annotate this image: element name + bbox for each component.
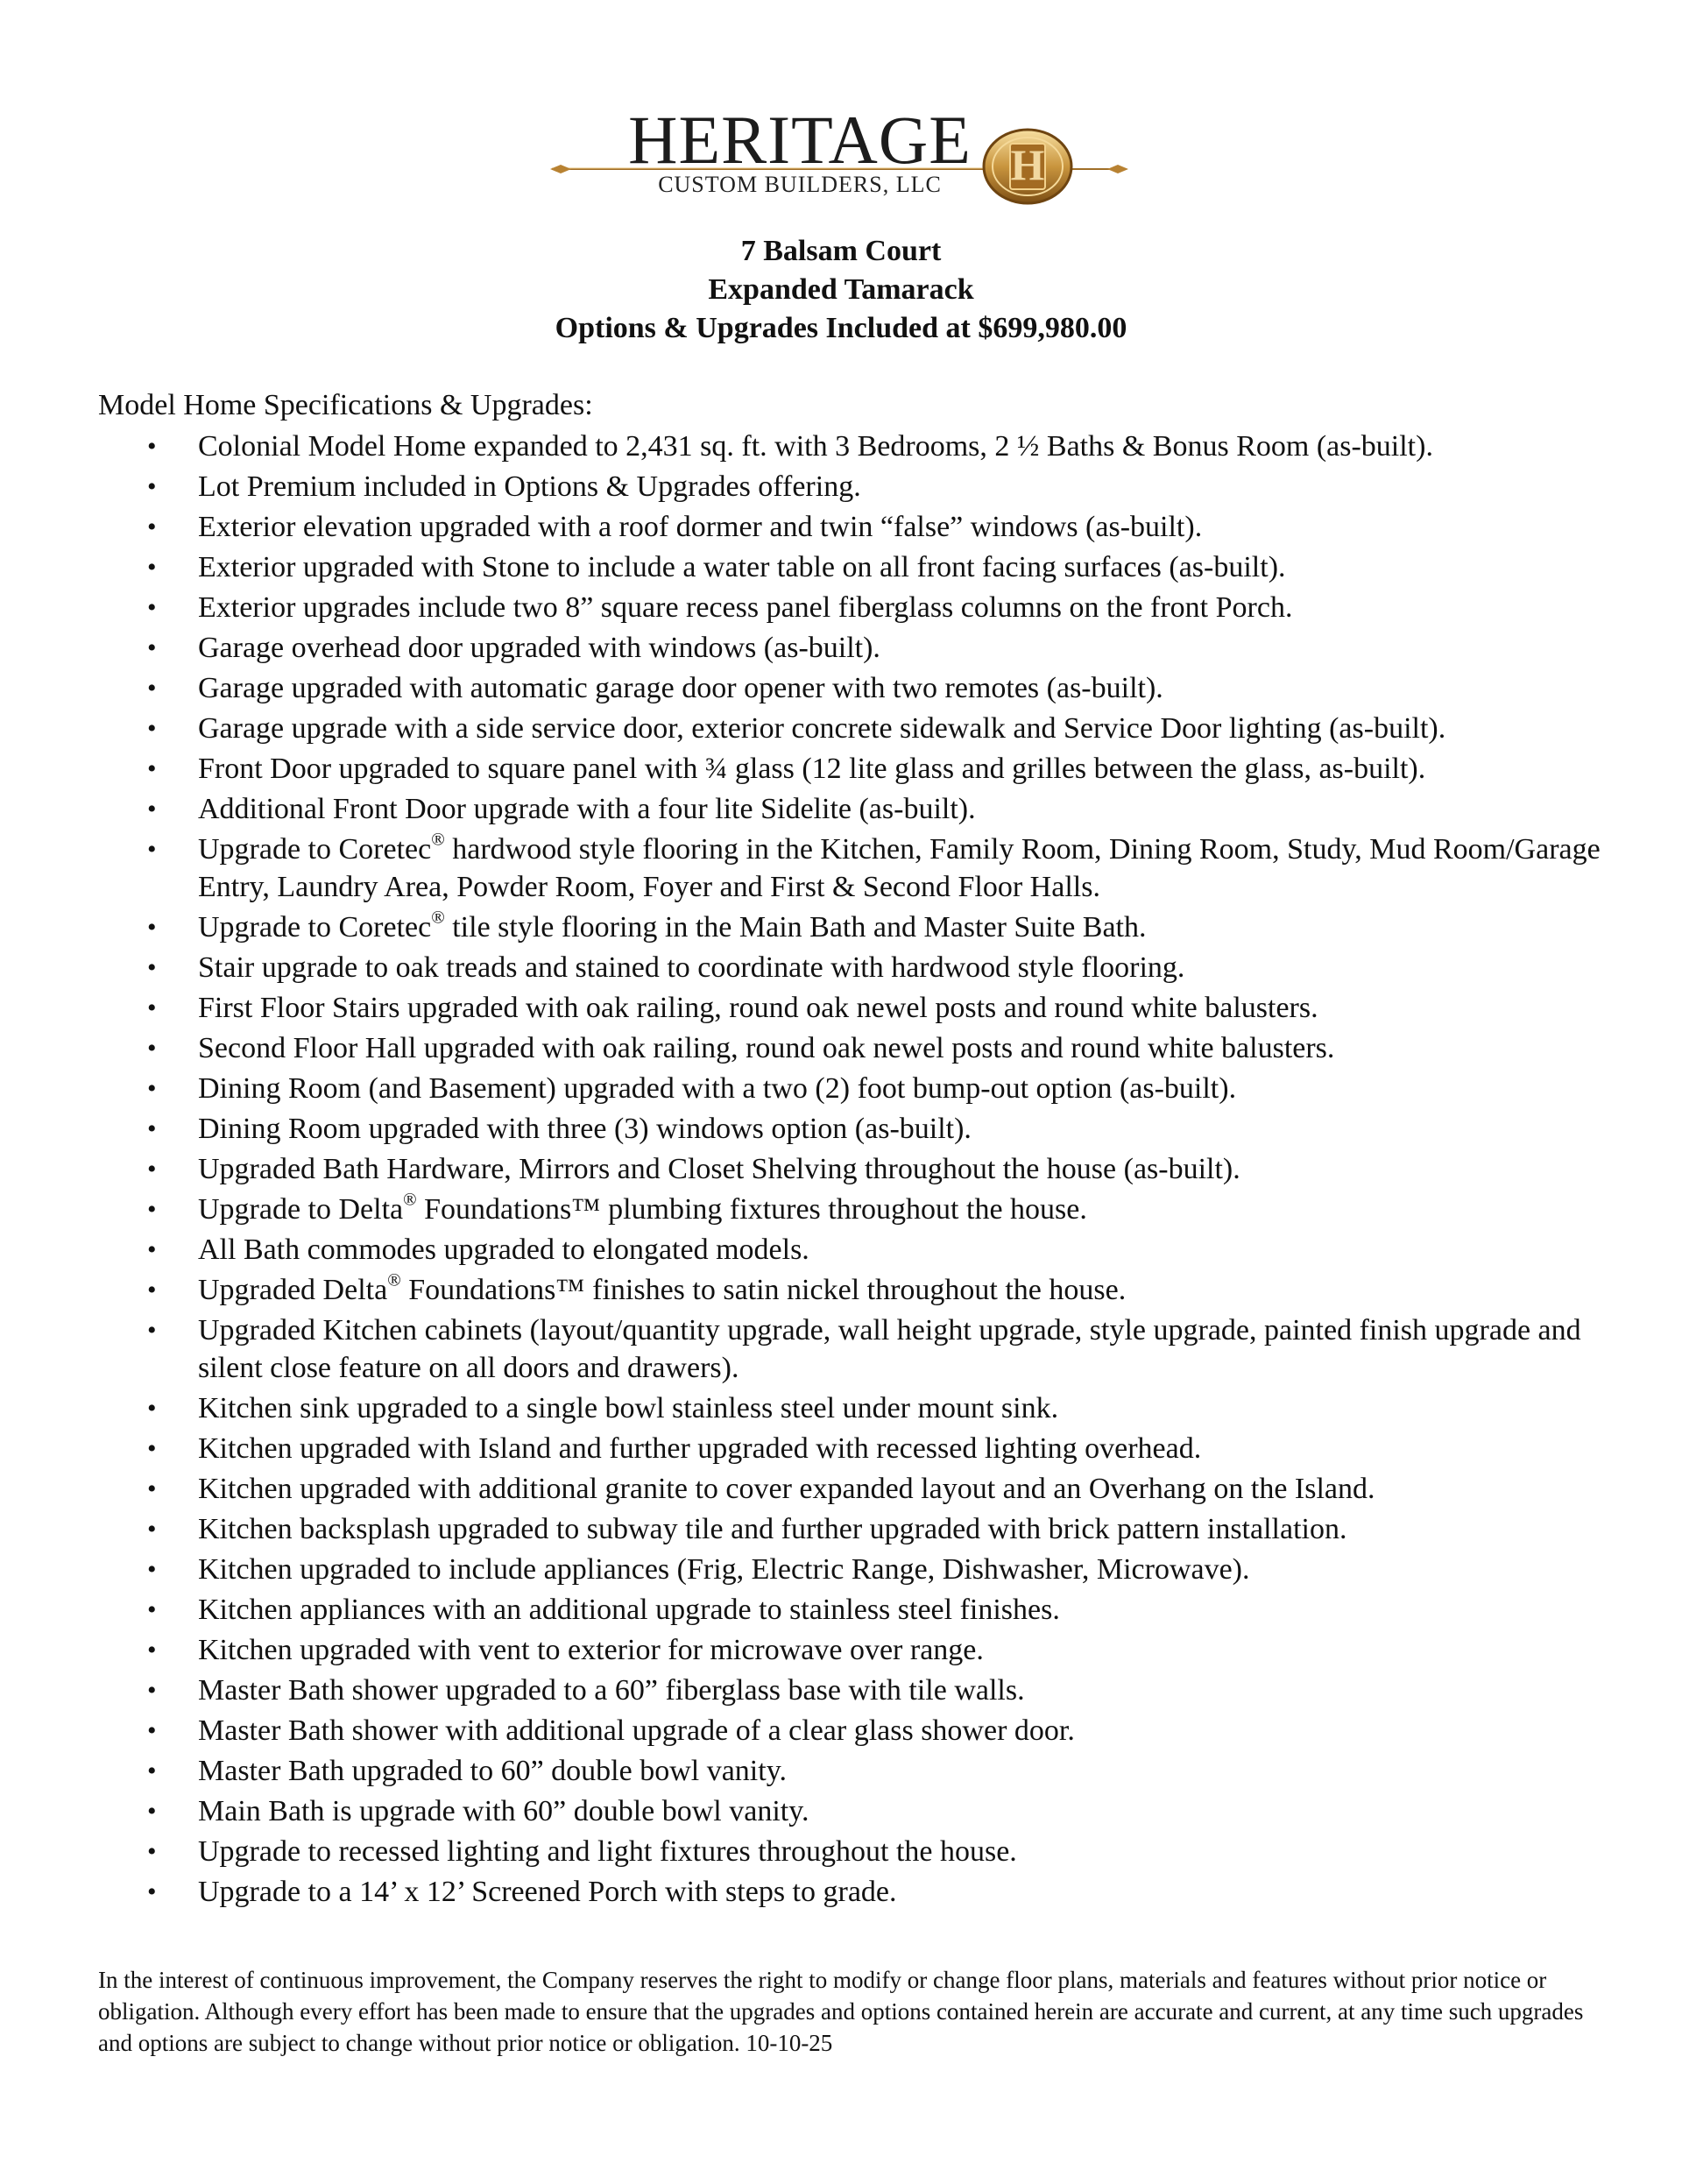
bullet-icon: • bbox=[147, 913, 157, 942]
list-item bbox=[147, 1271, 1636, 1309]
list-item bbox=[147, 989, 1636, 1027]
list-item-text: tile style flooring in the Main Bath and Master Suite Bath. bbox=[444, 911, 1147, 944]
list-item bbox=[147, 750, 1636, 788]
list-item bbox=[147, 1430, 1636, 1467]
bullet-icon: • bbox=[147, 674, 157, 703]
list-item-text: Garage overhead door upgraded with windows (as-built). bbox=[198, 632, 880, 664]
list-item-text: Upgrade to Coretec bbox=[198, 911, 432, 944]
list-item bbox=[147, 1510, 1636, 1548]
bullet-icon: • bbox=[147, 754, 157, 783]
section-title: Model Home Specifications & Upgrades: bbox=[98, 389, 593, 421]
list-item-text: Master Bath shower upgraded to a 60” fiberglass base with tile walls. bbox=[198, 1674, 1025, 1707]
list-item bbox=[147, 1551, 1636, 1588]
list-item-text: Upgraded Delta bbox=[198, 1274, 388, 1306]
list-item-text: Exterior upgrades include two 8” square recess panel fiberglass columns on the front Porch. bbox=[198, 591, 1293, 624]
bullet-icon: • bbox=[147, 1235, 157, 1264]
list-item-text: Upgrade to Delta bbox=[198, 1193, 404, 1226]
bullet-icon: • bbox=[147, 1676, 157, 1705]
model-name: Expanded Tamarack bbox=[708, 273, 974, 306]
list-item-text: Stair upgrade to oak treads and stained to coordinate with hardwood style flooring. bbox=[198, 951, 1185, 984]
list-item bbox=[147, 949, 1636, 986]
bullet-icon: • bbox=[147, 953, 157, 982]
list-item bbox=[147, 589, 1636, 626]
list-item-text: Colonial Model Home expanded to 2,431 sq. ft. with 3 Bedrooms, 2 ½ Baths & Bonus Room (as-built). bbox=[198, 430, 1433, 463]
list-item-text: Second Floor Hall upgraded with oak railing, round oak newel posts and round white balusters. bbox=[198, 1032, 1335, 1064]
list-item-text: Lot Premium included in Options & Upgrades offering. bbox=[198, 470, 861, 503]
bullet-icon: • bbox=[147, 1837, 157, 1866]
list-item-text: Kitchen upgraded with additional granite to cover expanded layout and an Overhang on the Island. bbox=[198, 1473, 1375, 1505]
list-item bbox=[147, 548, 1636, 586]
list-item-text: Kitchen sink upgraded to a single bowl stainless steel under mount sink. bbox=[198, 1392, 1059, 1424]
document-header bbox=[0, 232, 1682, 348]
list-item bbox=[147, 428, 1636, 465]
list-item bbox=[147, 1070, 1636, 1107]
bullet-icon: • bbox=[147, 593, 157, 622]
list-item bbox=[147, 908, 1636, 946]
property-address: 7 Balsam Court bbox=[740, 235, 942, 267]
list-item-text: Kitchen backsplash upgraded to subway tile and further upgraded with brick pattern installation. bbox=[198, 1513, 1347, 1545]
list-item-text: Master Bath upgraded to 60” double bowl vanity. bbox=[198, 1755, 787, 1787]
list-item bbox=[147, 710, 1636, 747]
registered-mark: ® bbox=[431, 908, 445, 928]
bullet-icon: • bbox=[147, 1877, 157, 1906]
list-item bbox=[147, 1752, 1636, 1790]
bullet-icon: • bbox=[147, 1114, 157, 1143]
bullet-icon: • bbox=[147, 835, 157, 864]
upgrades-list bbox=[147, 428, 1636, 1913]
list-item bbox=[147, 1389, 1636, 1427]
list-item-text: Upgraded Bath Hardware, Mirrors and Closet Shelving throughout the house (as-built). bbox=[198, 1153, 1240, 1185]
list-item bbox=[147, 790, 1636, 828]
list-item-text: Kitchen upgraded with Island and further upgraded with recessed lighting overhead. bbox=[198, 1432, 1202, 1465]
logo-company-subtitle: CUSTOM BUILDERS, LLC bbox=[658, 172, 942, 197]
registered-mark: ® bbox=[431, 830, 445, 850]
list-item-text: Foundations™ plumbing fixtures throughout the house. bbox=[416, 1193, 1087, 1226]
bullet-icon: • bbox=[147, 714, 157, 743]
list-item bbox=[147, 1029, 1636, 1067]
list-item-text: hardwood style flooring in the Kitchen, Family Room, Dining Room, Study, Mud Room/Garage Entry, Laundry Area, Powder Room, Foyer and First & Second Floor Halls. bbox=[198, 833, 1601, 903]
list-item-text: Upgrade to a 14’ x 12’ Screened Porch with steps to grade. bbox=[198, 1876, 897, 1908]
list-item bbox=[147, 468, 1636, 505]
list-item-text: Garage upgrade with a side service door, exterior concrete sidewalk and Service Door lighting (as-built). bbox=[198, 712, 1446, 745]
registered-mark: ® bbox=[387, 1270, 401, 1290]
list-item bbox=[147, 1311, 1636, 1387]
bullet-icon: • bbox=[147, 553, 157, 582]
list-item bbox=[147, 1150, 1636, 1188]
list-item-text: Exterior elevation upgraded with a roof dormer and twin “false” windows (as-built). bbox=[198, 511, 1203, 543]
bullet-icon: • bbox=[147, 1756, 157, 1785]
registered-mark: ® bbox=[403, 1190, 417, 1210]
list-item-text: Foundations™ finishes to satin nickel throughout the house. bbox=[400, 1274, 1127, 1306]
list-item-text: Kitchen upgraded with vent to exterior for microwave over range. bbox=[198, 1634, 984, 1666]
list-item-text: Upgraded Kitchen cabinets (layout/quantity upgrade, wall height upgrade, style upgrade, painted finish upgrade and silent close feature on all doors and drawers). bbox=[198, 1314, 1581, 1384]
company-logo bbox=[550, 103, 1128, 207]
bullet-icon: • bbox=[147, 1555, 157, 1584]
bullet-icon: • bbox=[147, 1515, 157, 1544]
list-item-text: Main Bath is upgrade with 60” double bowl vanity. bbox=[198, 1795, 809, 1827]
bullet-icon: • bbox=[147, 795, 157, 823]
bullet-icon: • bbox=[147, 1716, 157, 1745]
bullet-icon: • bbox=[147, 1636, 157, 1665]
list-item-text: Front Door upgraded to square panel with ¾ glass (12 lite glass and grilles between the glass, as-built). bbox=[198, 753, 1426, 785]
list-item bbox=[147, 1631, 1636, 1669]
list-item-text: Master Bath shower with additional upgrade of a clear glass shower door. bbox=[198, 1714, 1075, 1747]
bullet-icon: • bbox=[147, 432, 157, 461]
bullet-icon: • bbox=[147, 472, 157, 501]
list-item-text: Kitchen upgraded to include appliances (Frig, Electric Range, Dishwasher, Microwave). bbox=[198, 1553, 1250, 1586]
list-item bbox=[147, 1231, 1636, 1269]
bullet-icon: • bbox=[147, 1316, 157, 1345]
bullet-icon: • bbox=[147, 1595, 157, 1624]
list-item-text: Garage upgraded with automatic garage door opener with two remotes (as-built). bbox=[198, 672, 1163, 704]
list-item bbox=[147, 508, 1636, 546]
list-item-text: Dining Room upgraded with three (3) windows option (as-built). bbox=[198, 1113, 972, 1145]
list-item-text: Exterior upgraded with Stone to include a water table on all front facing surfaces (as-built). bbox=[198, 551, 1286, 583]
list-item bbox=[147, 1873, 1636, 1911]
list-item bbox=[147, 1792, 1636, 1830]
bullet-icon: • bbox=[147, 1074, 157, 1103]
list-item bbox=[147, 1833, 1636, 1870]
bullet-icon: • bbox=[147, 1394, 157, 1423]
list-item bbox=[147, 629, 1636, 667]
bullet-icon: • bbox=[147, 1797, 157, 1826]
list-item bbox=[147, 830, 1636, 906]
bullet-icon: • bbox=[147, 1276, 157, 1304]
list-item bbox=[147, 669, 1636, 707]
bullet-icon: • bbox=[147, 1034, 157, 1063]
bullet-icon: • bbox=[147, 512, 157, 541]
list-item-text: Dining Room (and Basement) upgraded with a two (2) foot bump-out option (as-built). bbox=[198, 1072, 1237, 1105]
bullet-icon: • bbox=[147, 993, 157, 1022]
bullet-icon: • bbox=[147, 1155, 157, 1184]
list-item-text: First Floor Stairs upgraded with oak railing, round oak newel posts and round white balusters. bbox=[198, 992, 1318, 1024]
disclaimer-footer: In the interest of continuous improvement, the Company reserves the right to modify or change floor plans, materials and features without prior notice or obligation. Although every effort has been made to ensure that the upgrades and options contained herein are accurate and current, at any time such upgrades and options are subject to change without prior notice or obligation. 10-10-25 bbox=[98, 1967, 1584, 2056]
bullet-icon: • bbox=[147, 1474, 157, 1503]
list-item bbox=[147, 1470, 1636, 1508]
list-item bbox=[147, 1712, 1636, 1749]
list-item-text: Additional Front Door upgrade with a four lite Sidelite (as-built). bbox=[198, 793, 976, 825]
list-item-text: Upgrade to Coretec bbox=[198, 833, 432, 866]
bullet-icon: • bbox=[147, 633, 157, 662]
list-item-text: Kitchen appliances with an additional upgrade to stainless steel finishes. bbox=[198, 1594, 1060, 1626]
bullet-icon: • bbox=[147, 1434, 157, 1463]
list-item-text: All Bath commodes upgraded to elongated models. bbox=[198, 1233, 809, 1266]
list-item bbox=[147, 1191, 1636, 1228]
logo-company-name: HERITAGE bbox=[628, 102, 972, 178]
list-item-text: Upgrade to recessed lighting and light fixtures throughout the house. bbox=[198, 1835, 1017, 1868]
list-item bbox=[147, 1591, 1636, 1629]
logo-emblem-letter: H bbox=[1010, 140, 1045, 189]
price-line: Options & Upgrades Included at $699,980.00 bbox=[555, 312, 1127, 344]
list-item bbox=[147, 1672, 1636, 1709]
list-item bbox=[147, 1110, 1636, 1148]
bullet-icon: • bbox=[147, 1195, 157, 1224]
